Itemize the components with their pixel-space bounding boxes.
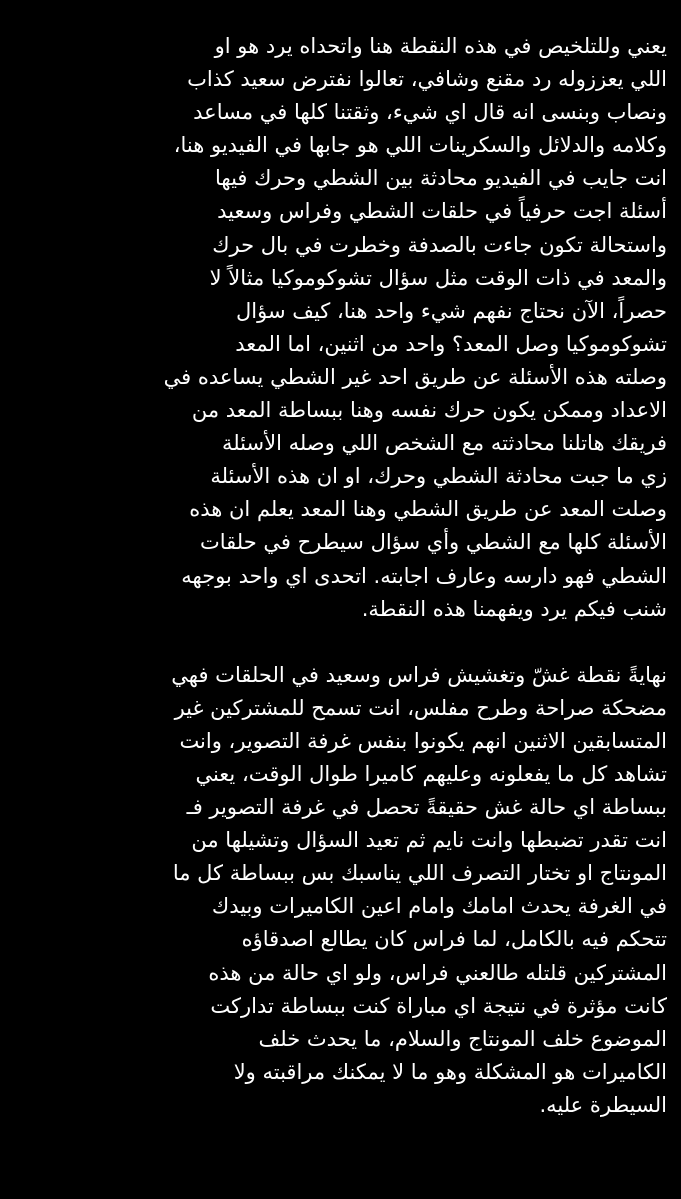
text-line: حصراً، الآن نحتاج نفهم شيء واحد هنا، كيف سؤال [236,298,667,323]
text-line: الأسئلة كلها مع الشطي وأي سؤال سيطرح في حلقات [199,530,667,555]
text-line: تشوكوموكيا وصل المعد؟ واحد من اثنين، اما المعد [235,331,667,356]
text-line: الموضوع خلف المونتاج والسلام، ما يحدث خلف [258,1026,667,1051]
text-line: والمعد في ذات الوقت مثل سؤال تشوكوموكيا مثالاً لا [209,265,667,290]
text-line: زي ما جبت محادثة الشطي وحرك، او ان هذه الأسئلة [210,464,667,489]
text-line: يعني وللتلخيص في هذه النقطة هنا واتحداه يرد هو او [214,34,667,58]
text-line: المتسابقين الاثنين انهم يكونوا بنفس غرفة التصوير، وانت [179,728,667,753]
text-line: شنب فيكم يرد ويفهمنا هذه النقطة. [361,596,667,621]
text-line: انت جايب في الفيديو محادثة بين الشطي وحرك فيها [215,166,667,191]
text-line: في الغرفة يحدث امامك وامام اعين الكاميرات وبيدك [211,894,667,919]
text-line: تشاهد كل ما يفعلونه وعليهم كاميرا طوال الوقت، يعني [195,761,667,786]
text-line: اللي يعززوله رد مقنع وشافي، تعالوا نفترض سعيد كذاب [187,67,667,92]
message-text [20,30,667,1122]
text-line: فريقك هاتلنا محادثته مع الشخص اللي وصله الأسئلة [221,431,667,456]
paragraph-2 [20,659,667,1122]
text-line: وصلت المعد عن طريق الشطي وهنا المعد يعلم ان هذه [189,497,667,522]
text-line: المونتاج او تختار التصرف اللي يناسبك بس ببساطة كل ما [172,861,667,886]
text-line: ونصاب وبنسى انه قال اي شيء، وثقتنا كلها في مساعد [193,100,667,125]
text-line: وكلامه والدلائل والسكرينات اللي هو جابها في الفيديو هنا، [173,133,667,158]
text-line: تتحكم فيه بالكامل، لما فراس كان يطالع اصدقاؤه [241,927,667,952]
text-line: نهايةً نقطة غشّ وتغشيش فراس وسعيد في الحلقات فهي [171,662,667,687]
text-line: أسئلة اجت حرفياً في حلقات الشطي وفراس وسعيد [217,199,667,224]
text-line: وصلته هذه الأسئلة عن طريق احد غير الشطي يساعده في [163,364,667,389]
text-line: الاعداد وممكن يكون حرك نفسه وهنا ببساطة المعد من [191,398,667,423]
text-line: مضحكة صراحة وطرح مفلس، انت تسمح للمشتركين غير [174,695,667,720]
text-line: السيطرة عليه. [539,1092,667,1117]
text-line: واستحالة تكون جاءت بالصدفة وخطرت في بال حرك [212,232,667,257]
text-line: كانت مؤثرة في نتيجة اي مباراة كنت ببساطة تداركت [210,993,667,1018]
paragraph-1 [20,30,667,626]
text-line: ببساطة اي حالة غش حقيقةً تحصل في غرفة التصوير فـ [186,795,667,820]
text-line: انت تقدر تضبطها وانت نايم ثم تعيد السؤال وتشيلها من [191,828,667,853]
text-line: المشتركين قلتله طالعني فراس، ولو اي حالة من هذه [208,960,667,985]
text-line: الشطي فهو دارسه وعارف اجابته. اتحدى اي واحد بوجهه [181,563,667,588]
text-line: الكاميرات هو المشكلة وهو ما لا يمكنك مراقبته ولا [233,1059,667,1084]
